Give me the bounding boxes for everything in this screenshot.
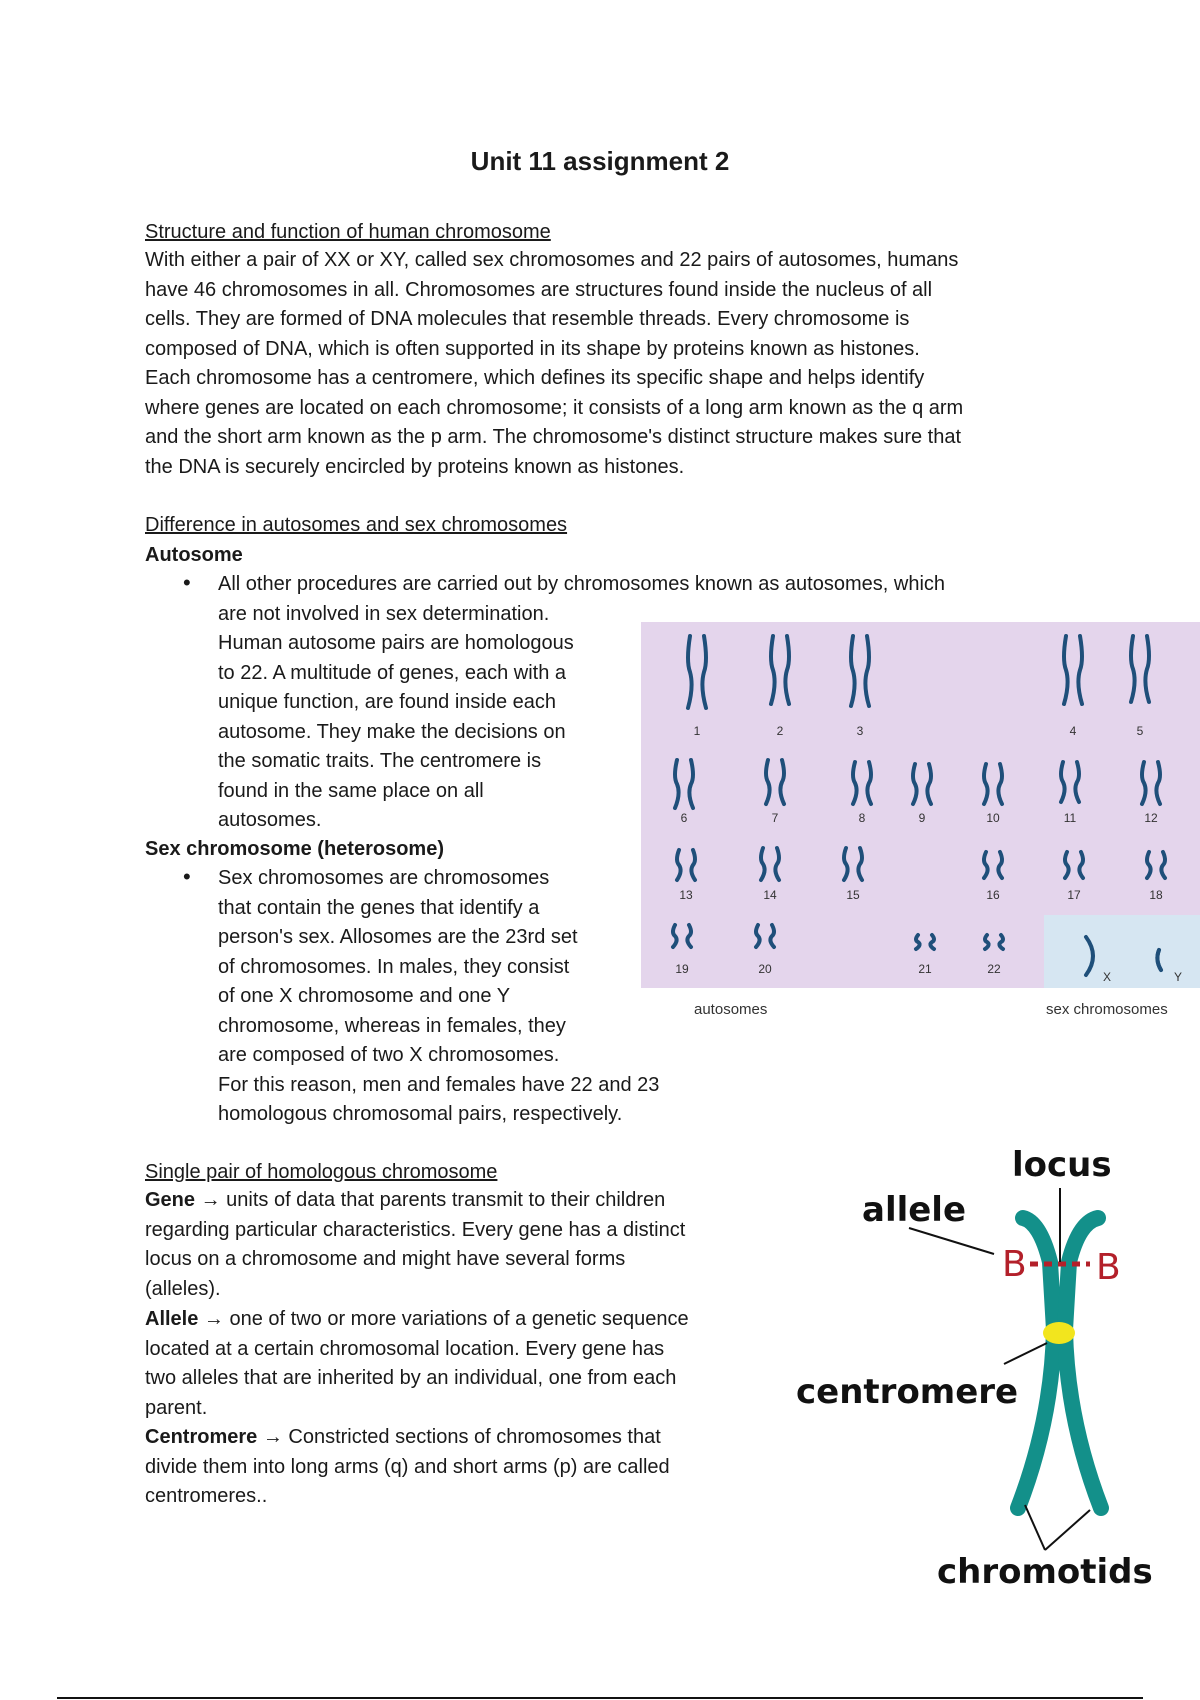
allele-pointer xyxy=(909,1228,994,1254)
text-line: Sex chromosomes are chromosomes xyxy=(218,867,550,889)
text-line: homologous chromosomal pairs, respectively. xyxy=(218,1103,623,1125)
bullet-icon: • xyxy=(183,570,191,595)
chromosome-number: 11 xyxy=(1063,811,1077,825)
chromosome-number: X xyxy=(1102,970,1112,984)
definition-text: → Constricted sections of chromosomes that xyxy=(257,1426,661,1448)
definition-line: regarding particular characteristics. Every gene has a distinct xyxy=(145,1218,686,1241)
section-heading-structure: Structure and function of human chromosome xyxy=(145,221,551,243)
paragraph-line: the DNA is securely encircled by proteins known as histones. xyxy=(145,455,685,478)
definition-text: → units of data that parents transmit to their children xyxy=(195,1189,666,1211)
chromosome-number: 3 xyxy=(856,724,864,738)
text-line: autosome. They make the decisions on xyxy=(218,720,566,743)
definition-line: divide them into long arms (q) and short arms (p) are called xyxy=(145,1455,670,1478)
definition-text: → one of two or more variations of a genetic sequence xyxy=(198,1308,689,1330)
text-line: chromosome, whereas in females, they xyxy=(218,1014,566,1037)
text-line: Human autosome pairs are homologous xyxy=(218,632,574,654)
text-line: to 22. A multitude of genes, each with a xyxy=(218,661,567,684)
text-line: of chromosomes. In males, they consist xyxy=(218,955,570,978)
paragraph-line: With either a pair of XX or XY, called sex chromosomes and 22 pairs of autosomes, humans xyxy=(145,249,959,271)
centromere-term: Centromere xyxy=(145,1426,258,1448)
text-line: the somatic traits. The centromere is xyxy=(218,750,542,772)
text-line: person's sex. Allosomes are the 23rd set xyxy=(218,926,578,948)
definition-line: located at a certain chromosomal location. Every gene has xyxy=(145,1337,665,1360)
bullet-icon: • xyxy=(183,864,191,889)
chromosome-number: 18 xyxy=(1149,888,1163,902)
paragraph-line: cells. They are formed of DNA molecules that resemble threads. Every chromosome is xyxy=(145,308,910,330)
section-heading-homologous: Single pair of homologous chromosome xyxy=(145,1161,498,1183)
chromosome-number: 8 xyxy=(858,811,866,825)
sex-chromosomes-caption: sex chromosomes xyxy=(1046,1001,1168,1018)
chromosome-number: 15 xyxy=(846,888,860,902)
chromosome-number: 7 xyxy=(771,811,779,825)
centromere-mark xyxy=(1043,1322,1075,1344)
chromosome-number: 22 xyxy=(987,962,1001,976)
paragraph-line: and the short arm known as the p arm. The chromosome's distinct structure makes sure that xyxy=(145,426,962,448)
chromosome-number: 20 xyxy=(758,962,772,976)
centromere-label: centromere xyxy=(796,1372,1019,1412)
paragraph-line: composed of DNA, which is often supported in its shape by proteins known as histones. xyxy=(145,337,920,360)
chromosome-number: 5 xyxy=(1136,724,1144,738)
text-line: found in the same place on all xyxy=(218,779,484,802)
chromosome-number: 4 xyxy=(1069,724,1077,738)
autosomes-caption: autosomes xyxy=(694,1001,768,1018)
chromosome-number: 16 xyxy=(986,888,1000,902)
paragraph-line: have 46 chromosomes in all. Chromosomes are structures found inside the nucleus of all xyxy=(145,278,933,301)
chromosome-number: Y xyxy=(1173,970,1183,984)
chromosome-number: 1 xyxy=(693,724,701,738)
text-line: of one X chromosome and one Y xyxy=(218,985,511,1007)
sex-chromosome-label: Sex chromosome (heterosome) xyxy=(145,838,444,860)
centromere-pointer xyxy=(1004,1343,1047,1364)
locus-label: locus xyxy=(1012,1145,1112,1185)
chromosome-number: 19 xyxy=(675,962,689,976)
definition-line: two alleles that are inherited by an individual, one from each xyxy=(145,1367,677,1389)
chromosome-number: 10 xyxy=(986,811,1000,825)
gene-b-left: B xyxy=(1002,1244,1027,1285)
chromosome-number: 17 xyxy=(1067,888,1081,902)
text-line: are not involved in sex determination. xyxy=(218,602,550,625)
definition-line: locus on a chromosome and might have several forms xyxy=(145,1248,626,1270)
page-title: Unit 11 assignment 2 xyxy=(470,146,730,176)
gene-b-right: B xyxy=(1096,1247,1121,1288)
chromosome-number: 13 xyxy=(679,888,693,902)
chromosome-number: 9 xyxy=(918,811,926,825)
bottom-divider xyxy=(57,1697,1143,1699)
text-line: unique function, are found inside each xyxy=(218,691,557,713)
section-heading-difference: Difference in autosomes and sex chromosomes xyxy=(145,514,568,536)
paragraph-line: Each chromosome has a centromere, which defines its specific shape and helps identify xyxy=(145,367,925,389)
chromotids-label: chromotids xyxy=(937,1552,1153,1592)
definition-line: parent. xyxy=(145,1396,208,1419)
allele-term: Allele xyxy=(145,1308,199,1330)
chromosome-number: 12 xyxy=(1144,811,1158,825)
definition-line: centromeres.. xyxy=(145,1485,268,1507)
definition-line: (alleles). xyxy=(145,1277,221,1300)
autosome-label: Autosome xyxy=(145,544,243,566)
gene-term: Gene xyxy=(145,1189,196,1211)
chromotid-pointer-left xyxy=(1025,1505,1045,1550)
chromosome-number: 2 xyxy=(776,724,784,738)
allele-label: allele xyxy=(862,1190,967,1230)
text-line: All other procedures are carried out by chromosomes known as autosomes, which xyxy=(218,573,946,595)
chromotid-pointer-right xyxy=(1045,1510,1090,1550)
paragraph-line: where genes are located on each chromosome; it consists of a long arm known as the q arm xyxy=(145,396,964,419)
chromosome-number: 6 xyxy=(680,811,688,825)
text-line: For this reason, men and females have 22 and 23 xyxy=(218,1073,660,1096)
text-line: that contain the genes that identify a xyxy=(218,896,540,919)
chromosome-number: 14 xyxy=(763,888,777,902)
chromosome-number: 21 xyxy=(918,962,932,976)
text-line: are composed of two X chromosomes. xyxy=(218,1044,560,1066)
text-line: autosomes. xyxy=(218,809,322,831)
